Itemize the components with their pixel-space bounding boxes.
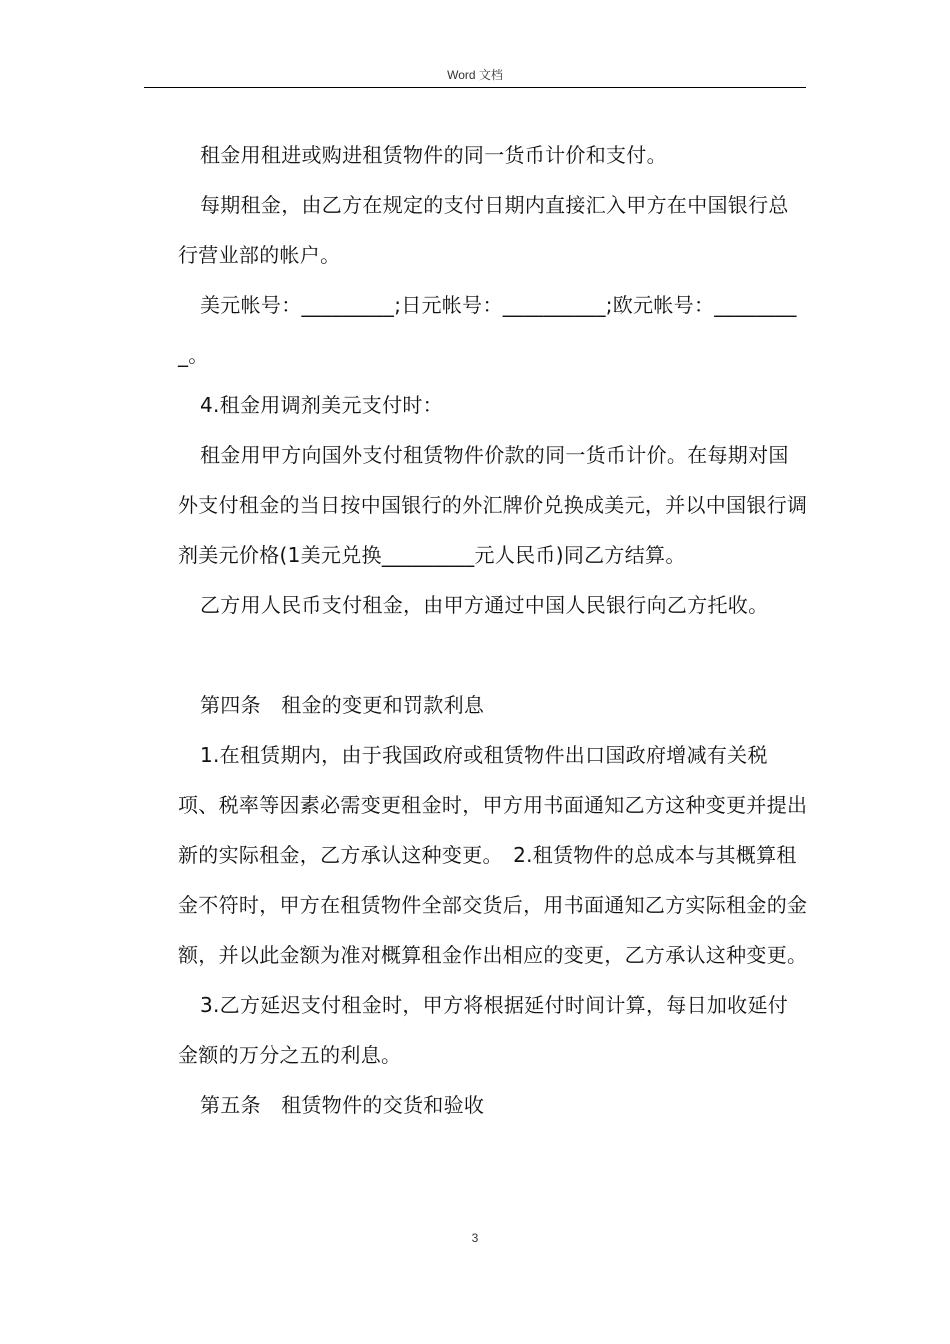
paragraph-exchange-rate: 租金用甲方向国外支付租赁物件价款的同一货币计价。在每期对国外支付租金的当日按中国银行的外汇牌价兑换成美元，并以中国银行调剂美元价格(1美元兑换_________元人民币)同乙方结算。	[178, 443, 808, 567]
paragraph-currency: 租金用租进或购进租赁物件的同一货币计价和支付。	[200, 143, 667, 167]
page-header: Word 文档	[447, 68, 503, 82]
paragraph-rmb-payment: 乙方用人民币支付租金，由甲方通过中国人民银行向乙方托收。	[200, 593, 769, 617]
page-number: 3	[471, 1231, 479, 1245]
paragraph-usd-clause: 4.租金用调剂美元支付时：	[200, 393, 443, 417]
document-body	[178, 130, 808, 1130]
article-heading-4: 第四条 租金的变更和罚款利息	[200, 693, 485, 717]
paragraph-late-interest: 3.乙方延迟支付租金时，甲方将根据延付时间计算，每日加收延付金额的万分之五的利息。	[178, 993, 789, 1067]
header-divider	[144, 87, 806, 88]
paragraph-account-numbers: 美元帐号：_________;日元帐号：__________;欧元帐号：_________。	[178, 293, 797, 367]
article-heading-5: 第五条 租赁物件的交货和验收	[200, 1093, 485, 1117]
paragraph-payment-account: 每期租金，由乙方在规定的支付日期内直接汇入甲方在中国银行总行营业部的帐户。	[178, 193, 789, 267]
paragraph-rent-change: 1.在租赁期内，由于我国政府或租赁物件出口国政府增减有关税项、税率等因素必需变更租金时，甲方用书面通知乙方这种变更并提出新的实际租金，乙方承认这种变更。 2.租赁物件的总成本与其概算租金不符时，甲方在租赁物件全部交货后，用书面通知乙方实际租金的金额，并以此金额为准对概算租金作出相应的变更，乙方承认这种变更。	[178, 743, 808, 967]
